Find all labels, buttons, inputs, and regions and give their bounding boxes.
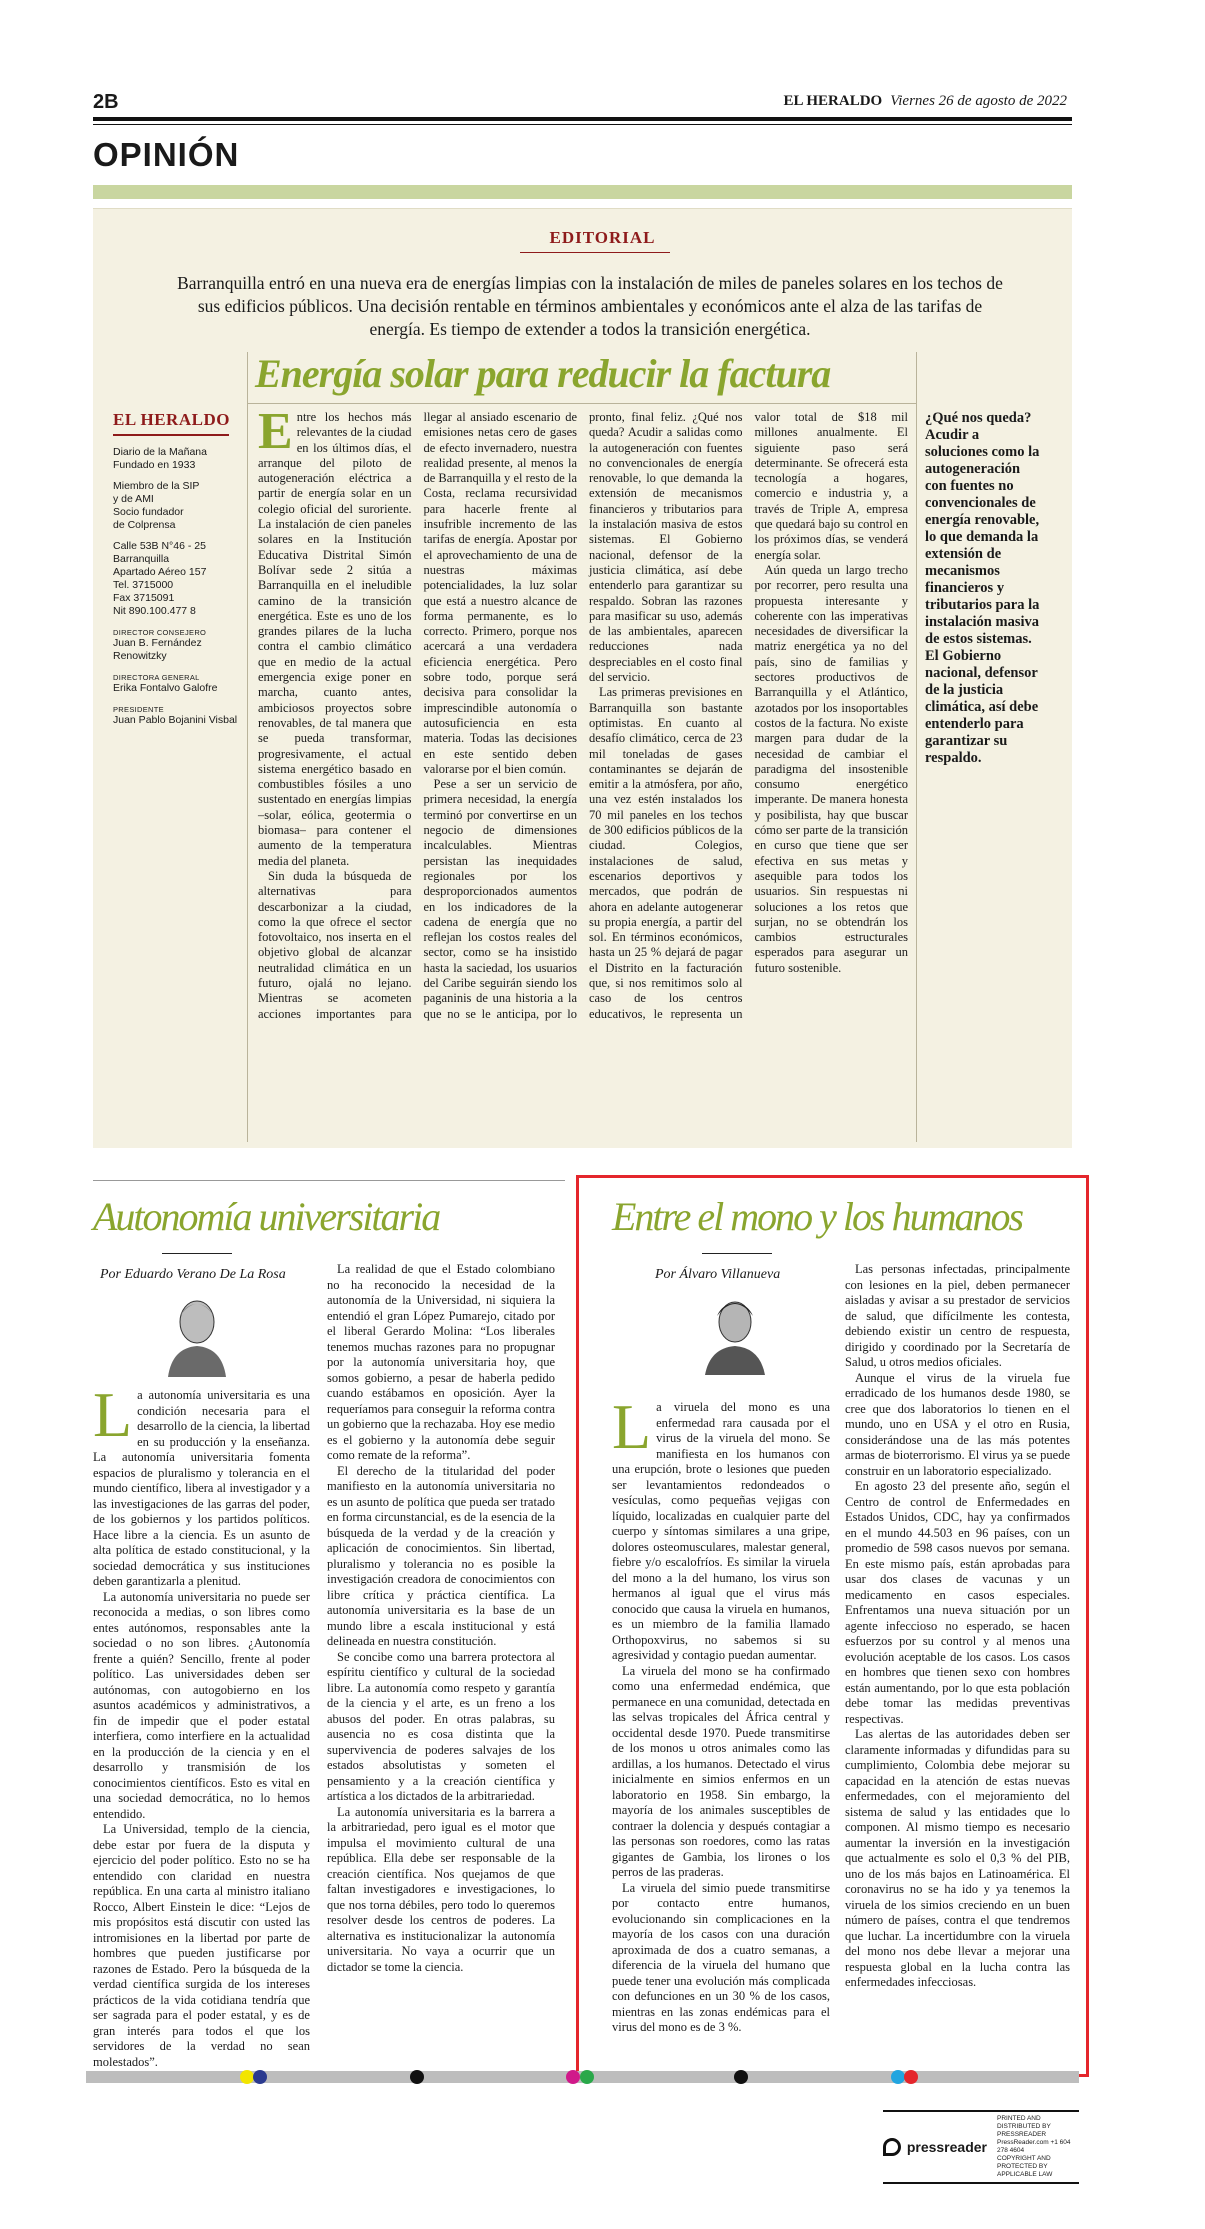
masthead-logo-rule: [113, 434, 229, 436]
column-divider: [916, 352, 917, 1142]
byline-rule: [702, 1253, 772, 1254]
byline: Por Álvaro Villanueva: [655, 1267, 781, 1282]
byline: Por Eduardo Verano De La Rosa: [100, 1267, 286, 1282]
opinion-paragraph: Se concibe como una barrera protectora al espíritu científico y cultural de la sociedad libre. La autonomía como respeto y garantía de la ciencia y el arte, es un freno a los abusos del poder. En otras palabras, su ausencia no es cosa distinta que la supervivencia de poderes salvajes de los estados absolutistas y someten el pensamiento y a la creación científica y artística a los dictados de la arbitrariedad.: [327, 1649, 555, 1803]
opinion-column: [93, 1379, 310, 2070]
headline-underline: [247, 403, 916, 404]
masthead-info: Diario de la Mañana Fundado en 1933: [113, 446, 207, 471]
opinion-column: [612, 1391, 830, 2036]
pressreader-notice: PRINTED AND DISTRIBUTED BY PRESSREADER PressReader.com +1 604 278 4604 COPYRIGHT AND PROTECTED BY APPLICABLE LAW: [997, 2115, 1071, 2178]
drop-cap: L: [93, 1379, 133, 1450]
registration-dot: [566, 2070, 580, 2084]
registration-dot: [580, 2070, 594, 2084]
byline-rule: [162, 1253, 232, 1254]
registration-dot: [410, 2070, 424, 2084]
editorial-paragraph: Entre los hechos más relevantes de la ciudad en los últimos días, el arranque del piloto de autogeneración eléctrica a partir de energía solar en un colegio oficial del suroriente. La instalación de cien paneles solares en la Institución Educativa Distrital Simón Bolívar sede 2 sitúa a Barranquilla en el ineludible camino de la transición energética. Este es uno de los grandes pilares de la lucha contra el cambio climático que en medio de la actual emergencia exige poner en marcha, cuanto antes, ambiciosos proyectos sobre renovables, de tal manera que se pueda transformar, progresivamente, el actual sistema energético basado en combustibles fósiles a uno sustentado en energías limpias –solar, eólica, geotermia o biomasa– para contener el aumento de la temperatura media del planeta.: [258, 403, 412, 868]
staff-role: DIRECTOR CONSEJERO: [113, 628, 207, 637]
masthead-address: Calle 53B N°46 - 25 Barranquilla Apartado Aéreo 157 Tel. 3715000 Fax 3715091 Nit 890.100.477 8: [113, 540, 207, 617]
editorial-label: EDITORIAL: [549, 228, 656, 247]
staff-role: DIRECTORA GENERAL: [113, 673, 200, 682]
masthead: [113, 410, 238, 727]
registration-dot: [904, 2070, 918, 2084]
page-number: 2B: [93, 91, 119, 113]
opinion-paragraph: El derecho de la titularidad del poder manifiesto en la autonomía universitaria no es un asunto de política que pueda ser tratado en forma circunstancial, es de la esencia de la búsqueda de la verdad y de la creación y aplicación de conocimientos. Sin libertad, pluralismo y tolerancia no es posible la investigación creadora de conocimientos con libre crítica y práctica científica. La autonomía universitaria es la base de un mundo libre a escala institucional y está delineada en nuestra constitución.: [327, 1463, 556, 1648]
opinion-paragraph: La Universidad, templo de la ciencia, debe estar por fuera de la disputa y ejercicio del poder político. Esto no se ha entendido con claridad en nuestra república. En una carta al ministro italiano Rocco, Albert Einstein le dice: “Lejos de mis propósitos está discutir con usted las intromisiones en la libertad por parte de hombres que pueden justificarse por razones de Estado. Pero la búsqueda de la verdad científica surgida de los intereses prácticos de la vida cotidiana tendría que ser sagrada para el poder estatal, y es de gran interés para todos el que los servidores de la verdad no sean molestados”.: [93, 1822, 310, 2069]
author-portrait: [162, 1292, 232, 1377]
opinion-paragraph: La viruela del mono es una enfermedad rara causada por el virus de la viruela del mono. Se manifiesta en los humanos con una erupción, brote o lesiones que pueden ser levantamientos redondeados o vesículas, como pequeñas vejigas con líquido, localizadas en cualquier parte del cuerpo y síntomas similares a una gripe, dolores osteomusculares, malestar general, fiebre y/o escalofríos. Es similar la viruela del mono a la del humano, los virus son hermanos al igual que el virus más conocido que causa la viruela en humanos, es un miembro de la familia llamado Orthopoxvirus, no sabemos si su agresividad y contagio puedan aumentar.: [612, 1391, 830, 1662]
opinion-headline: Entre el mono y los humanos: [612, 1194, 1023, 1239]
drop-cap: L: [612, 1391, 652, 1462]
editorial-paragraph: Las primeras previsiones en Barranquilla son bastante optimistas. En cuanto al desafío climático, cerca de 23 mil toneladas de gases contaminantes se dejarán de emitir a la atmósfera, por año, una vez estén instalados los 70 mil paneles en los techos de 300 edificios públicos de la ciudad. Colegios, instalaciones de salud, escenarios deportivos y mercados, que podrán de ahora en adelante autogenerar su propia energía, a partir del sol. En términos económicos, hasta un 25 % dejará de pagar el Distrito en la facturación que, si nos remitimos solo al caso de los centros educativos, le representa un valor total de $18 mil millones anualmente. El siguiente paso será determinante. Se ofrecerá esta tecnología a hogares, comercio e industria y, a través de Triple A, empresa que quedará bajo su control en los próximos días, se venderá energía solar.: [589, 410, 908, 1021]
opinion-column: [327, 1262, 555, 1975]
editorial-label-rule: [520, 252, 670, 253]
header-rule-thin: [93, 124, 1072, 125]
editorial-paragraph: Pese a ser un servicio de primera necesidad, la energía terminó por convertirse en un negocio de dimensiones incalculables. Mientras persistan las inequidades regionales por los desproporcionados aumentos en los indicadores de la cadena de energía que no reflejan los costos reales del sector, como se ha insistido hasta la saciedad, los usuarios del Caribe seguirán siendo los paganinis de una historia a la que no se le anticipa, por lo pronto, final feliz. ¿Qué nos queda? Acudir a salidas como la autogeneración con fuentes no convencionales de energía renovable, lo que demanda la extensión de mecanismos financieros y tributarios para la instalación masiva de estos sistemas. El Gobierno nacional, defensor de la justicia climática, así debe entenderlo para garantizar su respaldo. Sobran las razones para masificar su uso, además de las ambientales, aparecen reducciones nada despreciables en el costo final del servicio.: [423, 410, 743, 1021]
editorial-paragraph: Aún queda un largo trecho por recorrer, pero resulta una propuesta interesante y coherente con las imperativas necesidades de diversificar la matriz energética ya no del país, sino de familias y sectores productivos de Barranquilla y el Atlántico, azotados por los insoportables costos de la factura. No existe margen para dudar de la necesidad de cambiar el paradigma del insostenible consumo energético imperante. De manera honesta y posibilista, hay que buscar cómo ser parte de la transición en curso que tiene que ser efectiva en sus metas y asequible para todos los usuarios. Sin respuestas ni soluciones a los retos que surjan, no se obtendrán los cambios estructurales esperados para asegurar un futuro sostenible.: [754, 562, 908, 975]
drop-cap: E: [258, 403, 293, 460]
opinion-headline: Autonomía universitaria: [93, 1194, 440, 1239]
staff-name: Juan B. Fernández Renowitzky: [113, 637, 202, 662]
section-color-bar: [93, 185, 1072, 199]
opinion-paragraph: La viruela del simio puede transmitirse por contacto entre humanos, evolucionando sin complicaciones en la mayoría de los casos con una duración aproximada de dos a cuatro semanas, a diferencia de la viruela del humano que puede tener una evolución más complicada con defunciones en un 30 % de los casos, mientras en las zonas endémicas para el virus del mono es de 3 %.: [612, 1880, 830, 2034]
opinion-paragraph: La viruela del mono se ha confirmado como una enfermedad endémica, que permanece en una comunidad, detectada en las selvas tropicales del África central y occidental desde 1970. Puede transmitirse de los monos u otros animales como las ardillas, a los humanos. Detectado el virus inicialmente en simios enfermos en un laboratorio en 1958. Sin embargo, la mayoría de los animales susceptibles de contraer la dolencia y después contagiar a las personas son roedores, como las ratas gigantes de Gambia, los lirones o los perros de las praderas.: [612, 1663, 830, 1879]
pressreader-footer: [883, 2110, 1079, 2184]
author-portrait: [700, 1290, 770, 1375]
editorial-pullquote: ¿Qué nos queda? Acudir a soluciones como la autogeneración con fuentes no convencionales de energía renovable, lo que demanda la extensión de mecanismos financieros y tributarios para la instalación masiva de estos sistemas. El Gobierno nacional, defensor de la justicia climática, así debe entenderlo para garantizar su respaldo.: [925, 410, 1040, 766]
registration-dot: [734, 2070, 748, 2084]
opinion-paragraph: La autonomía universitaria no puede ser reconocida a medias, o son libres como entes autónomos, responsables ante la sociedad o no son libres. ¿Autonomía frente a quién? Sencillo, frente al poder político. Las universidades deben ser autónomas, con autogobierno en los asuntos académicos y administrativos, a fin de impedir que el poder estatal interfiera, como interfiere en la actualidad en la producción de la ciencia y en el desarrollo y transmisión de los conocimientos científicos. Esto es vital en una sociedad democrática, no lo hemos entendido.: [93, 1589, 310, 1821]
issue-date: Viernes 26 de agosto de 2022: [890, 93, 1067, 109]
pressreader-logo-icon: [883, 2138, 901, 2156]
opinion-paragraph: Las alertas de las autoridades deben ser claramente informadas y difundidas para su cumplimiento, Colombia debe mejorar su capacidad en la atención de estas nuevas enfermedades, con el mejoramiento del sistema de salud y las entidades que lo componen. Al mismo tiempo es necesario aumentar la inversión en la investigación que actualmente es solo el 0,3 % del PIB, uno de los más bajos en Latinoamérica. El coronavirus no se ha ido y ya tenemos la viruela de los simios creciendo en un buen número de países, contra el que tendremos que luchar. La incertidumbre con la viruela del mono nos debe llevar a mejorar una respuesta global en la lucha contra las enfermedades infecciosas.: [845, 1727, 1070, 1989]
opinion-paragraph: La realidad de que el Estado colombiano no ha reconocido la necesidad de la autonomía de la Universidad, ni siquiera la entendió el gran López Pumarejo, citado por el liberal Gerardo Molina: “Los liberales tenemos muchas razones para no propugnar por la autonomía universitaria hoy, que somos gobierno, a pesar de haberla pedido cuando estábamos en oposición. Ayer la requeríamos para conseguir la reforma contra un gobierno que la rechazaba. Hoy ese medio es el gobierno y la autonomía debe seguir como remate de la reforma”.: [327, 1262, 555, 1462]
editorial-paragraph: Sin duda la búsqueda de alternativas para descarbonizar a la ciudad, como la que ofrece el sector fotovoltaico, nos inserta en el objetivo global de alcanzar neutralidad climática en un futuro, ojalá no lejano. Mientras se acometen acciones importantes para llegar al ansiado escenario de emisiones netas cero de gases de efecto invernadero, nuestra realidad presente, al menos la de Barranquilla y el resto de la Costa, reclama recursividad para hacerle frente al insufrible incremento de las tarifas de energía. Apostar por el aprovechamiento de una de nuestras máximas potencialidades, la luz solar que está a nuestro alcance de forma permanente, es lo correcto. Primero, porque nos acercará a una verdadera eficiencia energética. Pero sobre todo, porque será decisiva para consolidar la imprescindible autonomía o autosuficiencia en esta materia. Todas las decisiones en este sentido deben valorarse por el bien común.: [258, 410, 577, 1021]
editorial-lede: Barranquilla entró en una nueva era de energías limpias con la instalación de miles de paneles solares en los techos de sus edificios públicos. Una decisión rentable en términos ambientales y económicos ante el alza de las tarifas de energía. Es tiempo de extender a todos la transición energética.: [177, 273, 1003, 339]
opinion-column: [845, 1262, 1070, 1991]
opinion-paragraph: Las personas infectadas, principalmente con lesiones en la piel, deben permanecer aisladas y avisar a su prestador de servicios de salud, que difícilmente les contesta, debiendo existir un centro de respuesta, dirigido y coordinado por la Secretaría de Salud, u otros medios oficiales.: [845, 1262, 1070, 1369]
staff-name: Juan Pablo Bojanini Visbal: [113, 714, 238, 726]
registration-dot: [891, 2070, 905, 2084]
opinion-paragraph: La autonomía universitaria es la barrera a la arbitrariedad, pero igual es el motor que impulsa el movimiento cultural de una república. Ella debe ser responsable de la creación científica. Nos quejamos de que faltan investigadores e investigaciones, lo que nos torna débiles, pero todo lo queremos resolver desde los centros de poderes. La alternativa es institucionalizar la autonomía universitaria. No vaya a ocurrir que un dictador se tome la ciencia.: [327, 1804, 555, 1974]
registration-dot: [240, 2070, 254, 2084]
editorial-headline: Energía solar para reducir la factura: [255, 351, 831, 396]
editorial-body: [258, 403, 908, 1130]
staff-name: Erika Fontalvo Galofre: [113, 682, 218, 694]
opinion-paragraph: En agosto 23 del presente año, según el Centro de control de Enfermedades en Estados Unidos, CDC, hay ya confirmados en el mundo 44.503 en 96 países, con un promedio de 598 casos nuevos por semana. En este mismo país, están aprobadas para usar dos clases de vacunas y un medicamento en casos especiales. Enfrentamos una nueva situación por un agente infeccioso no esperado, se hacen esfuerzos por su control y al menos una evolución aceptable de los casos. Los casos en hombres que tienen sexo con hombres están aumentando, por lo que esta población debe tomar las medidas preventivas respectivas.: [845, 1479, 1070, 1726]
pressreader-brand: pressreader: [906, 2139, 987, 2155]
column-top-rule: [93, 1180, 565, 1181]
section-title: OPINIÓN: [93, 136, 240, 173]
masthead-info: Miembro de la SIP y de AMI Socio fundador de Colprensa: [113, 480, 200, 531]
page-header-info: [783, 93, 1067, 110]
opinion-paragraph: Aunque el virus de la viruela fue erradicado de los humanos desde 1980, se cree que dos laboratorios lo tienen en el mundo, uno en USA y el otro en Rusia, considerándose una de las más potentes armas de bioterrorismo. El virus ya se puede construir en un laboratorio especializado.: [845, 1370, 1070, 1478]
newspaper-name: EL HERALDO: [783, 93, 883, 109]
column-divider: [247, 352, 248, 1142]
masthead-logo: EL HERALDO: [113, 410, 230, 429]
staff-role: PRESIDENTE: [113, 705, 164, 714]
opinion-paragraph: La autonomía universitaria es una condición necesaria para el desarrollo de la ciencia, la libertad en su producción y la enseñanza. La autonomía universitaria fomenta espacios de pluralismo y tolerancia en el mundo científico, libera al investigador y a las investigaciones de las garras del poder, de los gobiernos y los partidos políticos. Hace libre a la ciencia. Es un asunto de alta política de estado constitucional, y la sociedad democrática y sus instituciones deben garantizarla a plenitud.: [93, 1379, 310, 1588]
header-rule: [93, 117, 1072, 121]
registration-dot: [253, 2070, 267, 2084]
